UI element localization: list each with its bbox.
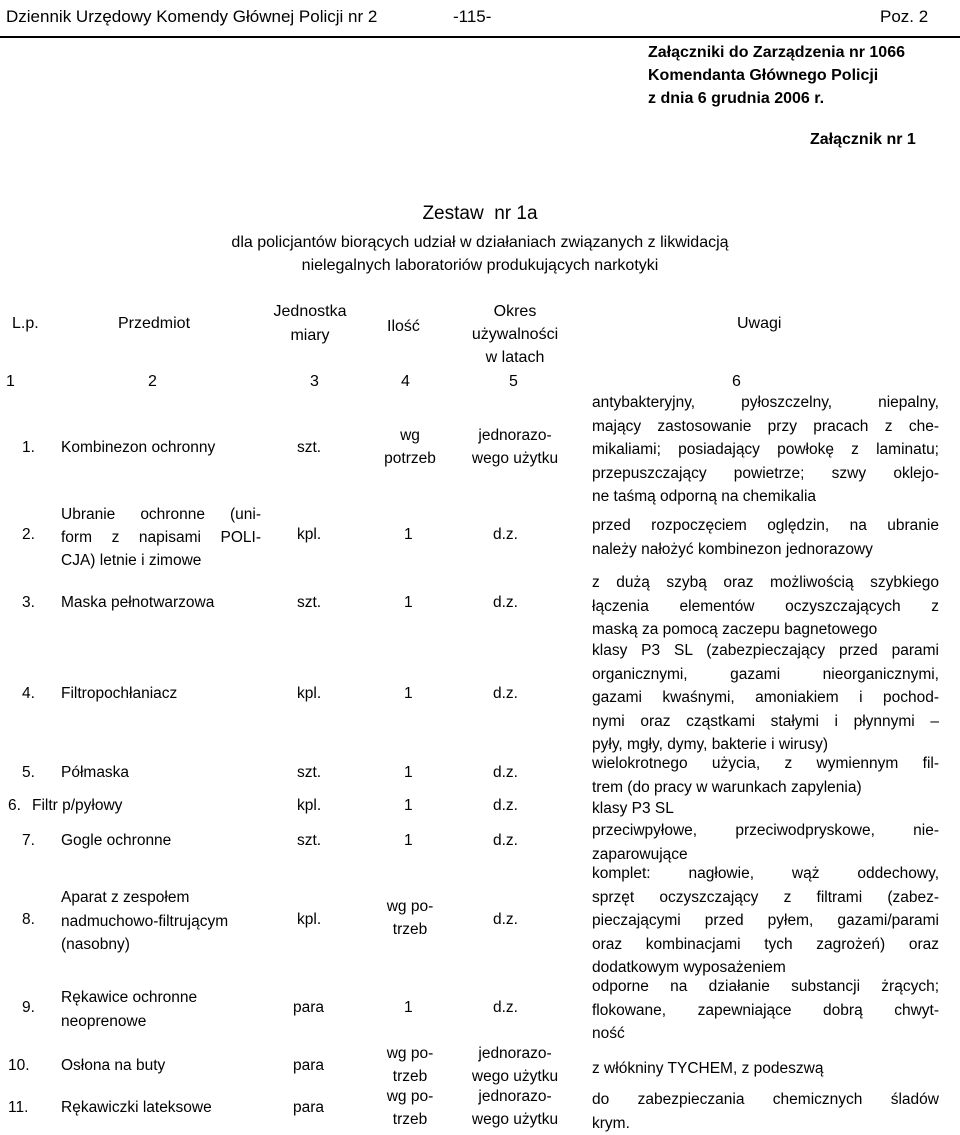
row-unit: para — [293, 1057, 325, 1074]
col-number: 1 — [6, 373, 15, 390]
header-unit-1: Jednostka — [273, 303, 347, 320]
set-subtitle-1: dla policjantów biorących udział w działaniach związanych z likwidacją — [231, 234, 729, 251]
header-qty: Ilość — [387, 318, 420, 335]
row-lp: 11. — [8, 1099, 29, 1116]
attachment-line-1: Załączniki do Zarządzenia nr 1066 — [648, 44, 905, 61]
header-period-1: Okres — [493, 303, 537, 320]
col-number: 3 — [310, 373, 319, 390]
header-rule — [0, 36, 960, 38]
row-period: jednorazo- — [478, 1045, 552, 1062]
row-lp: 1. — [22, 439, 35, 456]
header-period-2: używalności — [471, 326, 559, 343]
row-qty: 1 — [404, 797, 413, 814]
row-remarks: przed rozpoczęciem oględzin, na ubranie należy nałożyć kombinezon jednorazowy — [592, 517, 939, 558]
row-lp: 9. — [22, 999, 35, 1016]
header-remarks: Uwagi — [737, 315, 782, 332]
row-qty: 1 — [404, 832, 413, 849]
row-unit: szt. — [297, 764, 322, 781]
row-period: d.z. — [493, 685, 518, 702]
row-period: jednorazo- — [478, 427, 552, 444]
row-remarks: odporne na działanie substancji żrących; flokowane, zapewniające dobrą chwyt- ność — [592, 978, 939, 1042]
row-item: Półmaska — [61, 764, 130, 781]
row-remarks: przeciwpyłowe, przeciwodpryskowe, nie- zaparowujące — [592, 822, 939, 863]
header-lp: L.p. — [12, 315, 39, 332]
row-item: Gogle ochronne — [61, 832, 172, 849]
row-unit: para — [293, 999, 325, 1016]
row-remarks: klasy P3 SL (zabezpieczający przed parami organicznymi, gazami nieorganicznymi, gazami kwaśnymi, amoniakiem i pochod- nymi oraz cząstkami stałymi i płynnymi – pyły, mgły, dymy, bakterie i wirusy) — [592, 642, 939, 753]
attachment-line-2: Komendanta Głównego Policji — [648, 67, 879, 84]
row-period: wego użytku — [471, 450, 559, 467]
row-remarks: do zabezpieczania chemicznych śladów krym. — [592, 1091, 939, 1132]
row-item: Osłona na buty — [61, 1057, 166, 1074]
row-remarks: z dużą szybą oraz możliwością szybkiego łączenia elementów oczyszczających z maską za pomocą zaczepu bagnetowego — [592, 574, 939, 638]
col-number: 5 — [509, 373, 518, 390]
col-number: 4 — [401, 373, 410, 390]
row-qty: 1 — [404, 764, 413, 781]
row-item: Aparat z zespołem nadmuchowo-filtrującym (nasobny) — [61, 889, 229, 953]
position-number: Poz. 2 — [880, 7, 929, 26]
row-qty: trzeb — [392, 921, 428, 938]
col-number: 2 — [148, 373, 157, 390]
row-period: d.z. — [493, 797, 518, 814]
row-qty: 1 — [404, 685, 413, 702]
row-item: Rękawiczki lateksowe — [61, 1099, 212, 1116]
attachment-line-3: z dnia 6 grudnia 2006 r. — [648, 90, 825, 107]
row-qty: wg po- — [386, 1045, 434, 1062]
row-qty: wg — [400, 427, 420, 444]
row-period: d.z. — [493, 764, 518, 781]
row-remarks: z włókniny TYCHEM, z podeszwą — [592, 1060, 824, 1077]
row-item: Filtr p/pyłowy — [32, 797, 123, 814]
set-subtitle-2: nielegalnych laboratoriów produkujących narkotyki — [301, 257, 659, 274]
header-unit-2: miary — [290, 327, 330, 344]
header-period-3: w latach — [485, 349, 545, 366]
row-period: wego użytku — [471, 1068, 559, 1085]
row-lp: 3. — [22, 594, 35, 611]
row-lp: 6. — [8, 797, 21, 814]
row-qty: wg po- — [386, 1088, 434, 1105]
row-unit: kpl. — [297, 685, 322, 702]
row-lp: 4. — [22, 685, 35, 702]
row-remarks: klasy P3 SL — [592, 800, 674, 817]
journal-title: Dziennik Urzędowy Komendy Głównej Policji nr 2 — [6, 7, 378, 26]
row-item: Maska pełnotwarzowa — [61, 594, 215, 611]
row-lp: 10. — [8, 1057, 30, 1074]
row-period: d.z. — [493, 832, 518, 849]
row-period: jednorazo- — [478, 1088, 552, 1105]
row-item: Filtropochłaniacz — [61, 685, 178, 702]
row-unit: kpl. — [297, 526, 322, 543]
row-lp: 8. — [22, 911, 35, 928]
row-item: Ubranie ochronne (uni- form z napisami POLI- CJA) letnie i zimowe — [61, 506, 261, 569]
row-unit: szt. — [297, 594, 322, 611]
row-lp: 7. — [22, 832, 35, 849]
row-item: Rękawice ochronne neoprenowe — [61, 989, 198, 1030]
row-period: wego użytku — [471, 1111, 559, 1128]
row-remarks: antybakteryjny, pyłoszczelny, niepalny, mający zastosowanie przy pracach z che- mikaliami; posiadający powłokę z laminatu; przepuszczający powietrze; szwy oklejo- ne taśmą odporną na chemikalia — [592, 394, 939, 505]
row-qty: trzeb — [392, 1068, 428, 1085]
row-unit: para — [293, 1099, 325, 1116]
row-remarks: wielokrotnego użycia, z wymiennym fil- trem (do pracy w warunkach zapylenia) — [592, 755, 939, 796]
row-qty: wg po- — [386, 898, 434, 915]
set-title: Zestaw nr 1a — [422, 203, 538, 224]
row-unit: kpl. — [297, 911, 322, 928]
row-unit: szt. — [297, 832, 322, 849]
row-unit: kpl. — [297, 797, 322, 814]
row-qty: trzeb — [392, 1111, 428, 1128]
row-period: d.z. — [493, 911, 518, 928]
row-lp: 2. — [22, 526, 35, 543]
header-item: Przedmiot — [118, 315, 191, 332]
row-qty: 1 — [404, 526, 413, 543]
row-lp: 5. — [22, 764, 35, 781]
annex-label: Załącznik nr 1 — [810, 131, 916, 148]
row-remarks: komplet: nagłowie, wąż oddechowy, sprzęt oczyszczający z filtrami (zabez- pieczającymi przed pyłem, gazami/parami oraz kombinacjami tych zagrożeń) oraz dodatkowym wyposażeniem — [592, 865, 939, 976]
row-qty: 1 — [404, 594, 413, 611]
row-period: d.z. — [493, 594, 518, 611]
row-period: d.z. — [493, 999, 518, 1016]
row-qty: 1 — [404, 999, 413, 1016]
col-number: 6 — [732, 373, 741, 390]
row-item: Kombinezon ochronny — [61, 439, 216, 456]
row-unit: szt. — [297, 439, 322, 456]
row-period: d.z. — [493, 526, 518, 543]
row-qty: potrzeb — [384, 450, 436, 467]
page-number: -115- — [453, 7, 492, 26]
